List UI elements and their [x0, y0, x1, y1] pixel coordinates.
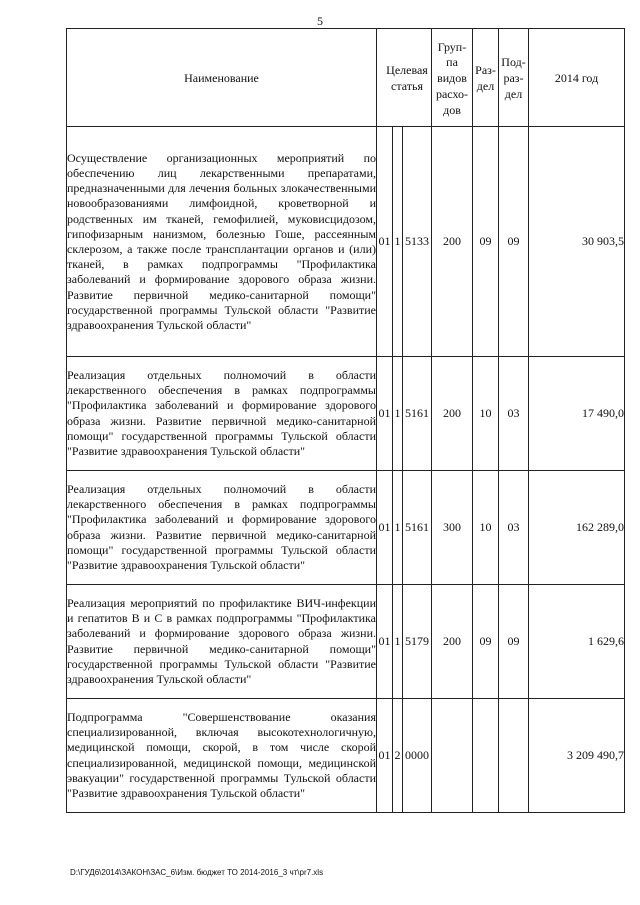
header-expense-group-line: видов [437, 71, 467, 86]
row-subsection [499, 699, 529, 813]
table-row [67, 357, 625, 471]
row-cs1: 01 [377, 127, 393, 357]
row-cs2: 2 [393, 699, 403, 813]
row-name: Реализация мероприятий по профилактике ВИЧ-инфекции и гепатитов В и С в рамках подпрограммы "Профилактика заболеваний и формирование здорового образа жизни. Развитие первичной медико-санитарной помощи" государственной программы Тульской области "Развитие здравоохранения Тульской области" [67, 585, 377, 699]
row-name: Реализация отдельных полномочий в области лекарственного обеспечения в рамках подпрограммы "Профилактика заболеваний и формирование здорового образа жизни. Развитие первичной медико-санитарной помощи" государственной программы Тульской области "Развитие здравоохранения Тульской области" [67, 471, 377, 585]
header-section-line: Раз- [475, 63, 496, 78]
header-subsection-line: Под- [501, 55, 526, 70]
row-name: Осуществление организационных мероприятий по обеспечению лиц лекарственными препаратами, предназначенными для лечения больных злокачественными новообразованиями лимфоидной, кроветворной и родственных им тканей, гемофилией, муковисцидозом, гипофизарным нанизмом, болезнью Гоше, рассеянным склерозом, а также после трансплантации органов и (или) тканей, в рамках подпрограммы "Профилактика заболеваний и формирование здорового образа жизни. Развитие первичной медико-санитарной помощи" государственной программы Тульской области "Развитие здравоохранения Тульской области" [67, 127, 377, 357]
page-number: 5 [317, 14, 323, 28]
row-section: 10 [473, 357, 499, 471]
header-expense-group [432, 29, 473, 127]
row-cs1: 01 [377, 699, 393, 813]
row-amount: 17 490,0 [529, 357, 625, 471]
row-subsection: 09 [499, 585, 529, 699]
row-cs1: 01 [377, 471, 393, 585]
table-header-row [67, 29, 625, 127]
table-row [67, 699, 625, 813]
row-cs3: 5161 [403, 471, 432, 585]
row-subsection: 03 [499, 471, 529, 585]
table-row [67, 127, 625, 357]
row-cs3: 5133 [403, 127, 432, 357]
header-subsection-line: раз- [503, 71, 524, 86]
row-cs3: 5161 [403, 357, 432, 471]
header-section [473, 29, 499, 127]
header-expense-group-line: Груп- [437, 39, 467, 54]
row-cs1: 01 [377, 585, 393, 699]
row-subsection: 09 [499, 127, 529, 357]
header-name: Наименование [67, 29, 377, 127]
row-subsection: 03 [499, 357, 529, 471]
header-expense-group-line: дов [443, 102, 461, 117]
row-group: 200 [432, 357, 473, 471]
row-amount: 30 903,5 [529, 127, 625, 357]
table-row [67, 585, 625, 699]
row-amount: 3 209 490,7 [529, 699, 625, 813]
row-amount: 162 289,0 [529, 471, 625, 585]
header-subsection-line: дел [504, 86, 523, 101]
row-cs1: 01 [377, 357, 393, 471]
table-row [67, 471, 625, 585]
header-year: 2014 год [529, 29, 625, 127]
header-subsection [499, 29, 529, 127]
row-cs2: 1 [393, 357, 403, 471]
row-name: Реализация отдельных полномочий в области лекарственного обеспечения в рамках подпрограммы "Профилактика заболеваний и формирование здорового образа жизни. Развитие первичной медико-санитарной помощи" государственной программы Тульской области "Развитие здравоохранения Тульской области" [67, 357, 377, 471]
row-amount: 1 629,6 [529, 585, 625, 699]
row-section: 09 [473, 127, 499, 357]
row-section: 09 [473, 585, 499, 699]
header-target-article [377, 29, 432, 127]
header-expense-group-line: расхо- [435, 86, 469, 101]
row-cs2: 1 [393, 127, 403, 357]
row-group: 300 [432, 471, 473, 585]
row-group: 200 [432, 585, 473, 699]
row-cs3: 5179 [403, 585, 432, 699]
header-section-line: дел [476, 79, 495, 93]
footer-file-path: D:\ГУД6\2014\ЗАКОН\ЗАС_6\Изм. бюджет ТО 2014-2016_3 чт\pr7.xls [70, 868, 324, 877]
row-cs2: 1 [393, 585, 403, 699]
header-expense-group-line: па [446, 55, 458, 70]
budget-table [66, 28, 625, 813]
row-cs2: 1 [393, 471, 403, 585]
header-target-article-text: Целевая статья [386, 63, 428, 93]
row-group [432, 699, 473, 813]
row-name: Подпрограмма "Совершенствование оказания специализированной, включая высокотехнологичную, медицинской помощи, скорой, в том числе скорой специализированной, медицинской помощи, медицинской эвакуации" государственной программы Тульской области "Развитие здравоохранения Тульской области" [67, 699, 377, 813]
row-section: 10 [473, 471, 499, 585]
row-section [473, 699, 499, 813]
row-cs3: 0000 [403, 699, 432, 813]
row-group: 200 [432, 127, 473, 357]
